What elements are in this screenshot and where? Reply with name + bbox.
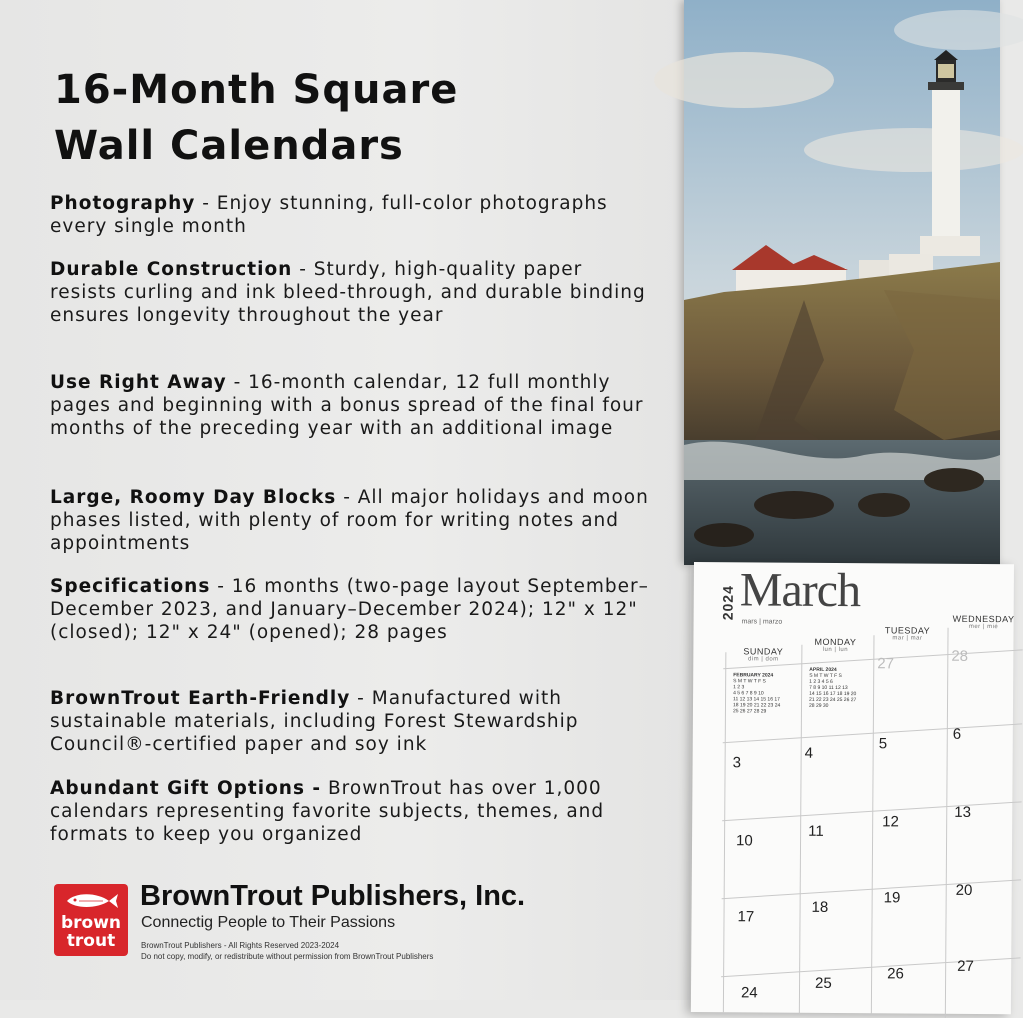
date-cell[interactable]: 6 xyxy=(952,725,962,743)
publisher-name: BrownTrout Publishers, Inc. xyxy=(140,880,526,912)
date-cell[interactable]: 5 xyxy=(878,735,888,753)
publisher-tagline: Connectig People to Their Passions xyxy=(141,914,396,931)
date-cell[interactable]: 3 xyxy=(732,754,742,772)
feature-heading: Specifications xyxy=(50,576,211,597)
feature-text: - Enjoy stunning, full-color photographs every single month xyxy=(50,193,608,237)
calendar-page xyxy=(691,562,1014,1014)
date-cell[interactable]: 28 xyxy=(951,647,969,665)
date-cell[interactable]: 11 xyxy=(808,822,824,840)
feature-gift-options xyxy=(50,777,650,846)
feature-text: - 16-month calendar, 12 full monthly pages and beginning with a bonus spread of the final four months of the preceding year with an additional image xyxy=(50,372,644,439)
feature-specifications xyxy=(50,575,650,644)
calendar-month-translation: mars | marzo xyxy=(741,618,783,626)
mini-calendar-february: FEBRUARY 2024 S M T W T F S 1 2 3 4 5 6 7 8 9 10 11 12 13 14 15 16 17 18 19 20 21 22 23 24 25 26 27 28 29 xyxy=(732,672,781,715)
date-cell[interactable]: 19 xyxy=(883,889,901,907)
date-cell[interactable]: 27 xyxy=(877,655,895,673)
feature-text: - 16 months (two-page layout September–December 2023, and January–December 2024); 12" x 12" (closed); 12" x 24" (opened); 28 pages xyxy=(50,576,649,643)
feature-text: - Manufactured with sustainable materials, including Forest Stewardship Council®-certified paper and soy ink xyxy=(50,688,579,755)
feature-text: - Sturdy, high-quality paper resists curling and ink bleed-through, and durable binding ensures longevity throughout the year xyxy=(50,259,646,326)
day-header-wednesday: WEDNESDAY mer | mié xyxy=(952,613,1015,631)
calendar-year: 2024 xyxy=(719,585,736,621)
feature-use-right-away xyxy=(50,371,650,440)
date-cell[interactable]: 17 xyxy=(737,908,755,926)
date-cell[interactable]: 18 xyxy=(811,898,829,916)
lighthouse-image xyxy=(684,0,1000,565)
feature-text: BrownTrout has over 1,000 calendars representing favorite subjects, themes, and formats to keep you organized xyxy=(50,778,605,845)
calendar-month: March xyxy=(739,563,861,618)
legal-line-1: BrownTrout Publishers - All Rights Reserved 2023-2024 xyxy=(141,941,340,950)
publisher-legal xyxy=(141,940,433,962)
day-header-tuesday: TUESDAY mar | mar xyxy=(884,625,931,642)
feature-photography xyxy=(50,192,650,238)
title-line-1: 16-Month Square xyxy=(54,67,459,113)
title-line-2: Wall Calendars xyxy=(54,123,404,169)
logo-text-brown: brown xyxy=(60,913,122,933)
date-cell[interactable]: 26 xyxy=(887,965,904,983)
feature-heading: Durable Construction xyxy=(50,259,293,280)
date-cell[interactable]: 20 xyxy=(955,881,973,899)
feature-heading: Large, Roomy Day Blocks xyxy=(50,487,337,508)
day-header-monday: MONDAY lun | lun xyxy=(814,636,857,654)
date-cell[interactable]: 13 xyxy=(954,803,972,821)
day-header-sunday: SUNDAY dim | dom xyxy=(743,646,784,663)
date-cell[interactable]: 12 xyxy=(882,813,899,831)
date-cell[interactable]: 10 xyxy=(735,832,753,850)
lighthouse-photo xyxy=(684,0,1000,565)
page-title xyxy=(54,62,654,174)
feature-earth-friendly xyxy=(50,687,650,756)
feature-durable xyxy=(50,258,650,327)
mini-calendar-april: APRIL 2024 S M T W T F S 1 2 3 4 5 6 7 8 9 10 11 12 13 14 15 16 17 18 19 20 21 22 23 24 25 26 27 28 29 30 xyxy=(808,666,857,709)
feature-day-blocks xyxy=(50,486,650,555)
feature-heading: Use Right Away xyxy=(50,372,227,393)
date-cell[interactable]: 25 xyxy=(815,974,832,992)
legal-line-2: Do not copy, modify, or redistribute without permission from BrownTrout Publishers xyxy=(141,952,434,961)
fish-icon xyxy=(63,890,119,912)
logo-text-trout: trout xyxy=(66,931,116,951)
feature-text: - All major holidays and moon phases listed, with plenty of room for writing notes and appointments xyxy=(50,487,649,554)
feature-heading: Photography xyxy=(50,193,196,214)
browntrout-logo xyxy=(54,884,128,956)
feature-heading: BrownTrout Earth-Friendly xyxy=(50,688,351,709)
feature-heading: Abundant Gift Options - xyxy=(50,778,322,799)
date-cell[interactable]: 4 xyxy=(804,744,814,762)
date-cell[interactable]: 24 xyxy=(740,984,758,1002)
date-cell[interactable]: 27 xyxy=(957,957,974,975)
